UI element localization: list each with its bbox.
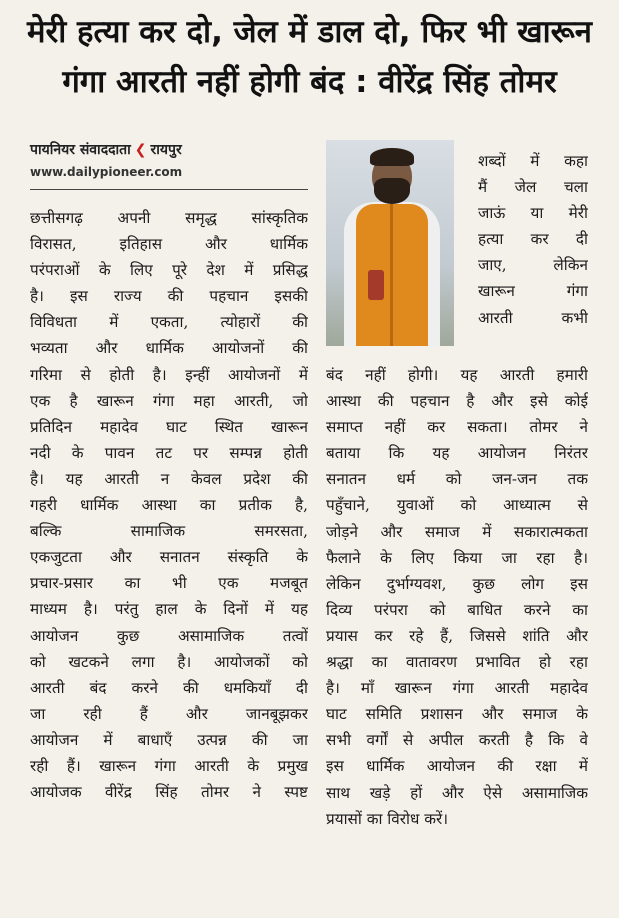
- article-line: जाऊं या मेरी: [478, 204, 588, 223]
- person-photo: [326, 140, 454, 346]
- headline-line-2: गंगा आरती नहीं होगी बंद : वीरेंद्र सिंह तोमर: [62, 64, 557, 100]
- article-line: पहुँचाने, युवाओं को आध्यात्म से: [326, 496, 588, 515]
- article-line: बल्कि सामाजिक समरसता,: [30, 522, 308, 541]
- article-line: जा रही हैं और जानबूझकर: [30, 704, 308, 723]
- article-line: समाप्त नहीं कर सकता। तोमर ने: [326, 418, 588, 437]
- article-line: प्रयासों का विरोध करें।: [326, 809, 449, 828]
- article-line: बंद नहीं होगी। यह आरती हमारी: [326, 366, 588, 384]
- article-line: प्रयास कर रहे हैं, जिससे शांति और: [326, 626, 588, 645]
- arrow-icon: ❮: [134, 142, 147, 158]
- article-line: विविधता में एकता, त्योहारों की: [30, 313, 308, 332]
- byline-place: रायपुर: [150, 142, 182, 158]
- article-line: सभी वर्गों से अपील करती है कि वे: [326, 731, 588, 750]
- article-line: भव्यता और धार्मिक आयोजनों की: [30, 339, 308, 358]
- website-link[interactable]: www.dailypioneer.com: [30, 165, 183, 179]
- article-line: आयोजक वीरेंद्र सिंह तोमर ने स्पष्ट: [30, 783, 308, 802]
- article-line: को खटकने लगा है। आयोजकों को: [30, 652, 308, 671]
- article-line: आयोजन में बाधाएँ उत्पन्न की जा: [30, 730, 308, 749]
- byline: [30, 140, 182, 159]
- article-line: परंपराओं के लिए पूरे देश में प्रसिद्ध: [30, 261, 308, 280]
- article-line: छत्तीसगढ़ अपनी समृद्ध सांस्कृतिक: [30, 209, 308, 227]
- article-line: आरती कभी: [478, 308, 588, 327]
- headline-line-1: मेरी हत्या कर दो, जेल में डाल दो, फिर भी खारून: [27, 14, 592, 50]
- article-line: दिव्य परंपरा को बाधित करने का: [326, 600, 588, 619]
- article-line: जाए, लेकिन: [478, 256, 588, 275]
- article-line: गहरी धार्मिक आस्था का प्रतीक है,: [30, 496, 308, 515]
- article-column-right-top: [478, 148, 588, 331]
- article-line: खारून गंगा: [478, 282, 588, 301]
- article-line: बताया कि यह आयोजन निरंतर: [326, 444, 588, 463]
- divider: [30, 189, 308, 190]
- article-line: फैलाने के लिए किया जा रहा है।: [326, 548, 588, 567]
- article-line: माध्यम है। परंतु हाल के दिनों में यह: [30, 600, 308, 619]
- article-line: साथ खड़े हों और ऐसे असामाजिक: [326, 783, 588, 802]
- headline: [0, 10, 619, 104]
- article-line: आरती बंद करने की धमकियाँ दी: [30, 678, 308, 697]
- article-column-right: [326, 362, 588, 832]
- article-line: घाट समिति प्रशासन और समाज के: [326, 705, 588, 724]
- article-line: एक है खारून गंगा महा आरती, जो: [30, 391, 308, 410]
- article-line: लेकिन दुर्भाग्यवश, कुछ लोग इस: [326, 574, 588, 593]
- article-line: सनातन धर्म को जन-जन तक: [326, 470, 588, 489]
- article-line: एकजुटता और सनातन संस्कृति के: [30, 548, 308, 567]
- article-line: विरासत, इतिहास और धार्मिक: [30, 235, 308, 254]
- article-line: आयोजन कुछ असामाजिक तत्वों: [30, 626, 308, 645]
- article-line: प्रतिदिन महादेव घाट स्थित खारून: [30, 417, 308, 436]
- article-line: है। यह आरती न केवल प्रदेश की: [30, 469, 308, 488]
- article-line: है। इस राज्य की पहचान इसकी: [30, 287, 308, 306]
- byline-author: पायनियर संवाददाता: [30, 142, 131, 158]
- article-line: है। माँ खारून गंगा आरती महादेव: [326, 679, 588, 698]
- article-column-left: [30, 205, 308, 805]
- article-line: नदी के पावन तट पर सम्पन्न होती: [30, 443, 308, 462]
- article-line: इस धार्मिक आयोजन की रक्षा में: [326, 757, 588, 776]
- article-line: शब्दों में कहा: [478, 152, 588, 170]
- article-line: मैं जेल चला: [478, 178, 588, 197]
- article-line: जोड़ने और समाज में सकारात्मकता: [326, 522, 588, 541]
- article-line: श्रद्धा का वातावरण प्रभावित हो रहा: [326, 653, 588, 672]
- article-line: रही हैं। खारून गंगा आरती के प्रमुख: [30, 756, 308, 775]
- article-line: प्रचार-प्रसार का भी एक मजबूत: [30, 574, 308, 593]
- article-line: आस्था की पहचान है और इसे कोई: [326, 392, 588, 411]
- article-line: गरिमा से होती है। इन्हीं आयोजनों में: [30, 365, 308, 384]
- article-line: हत्या कर दी: [478, 230, 588, 249]
